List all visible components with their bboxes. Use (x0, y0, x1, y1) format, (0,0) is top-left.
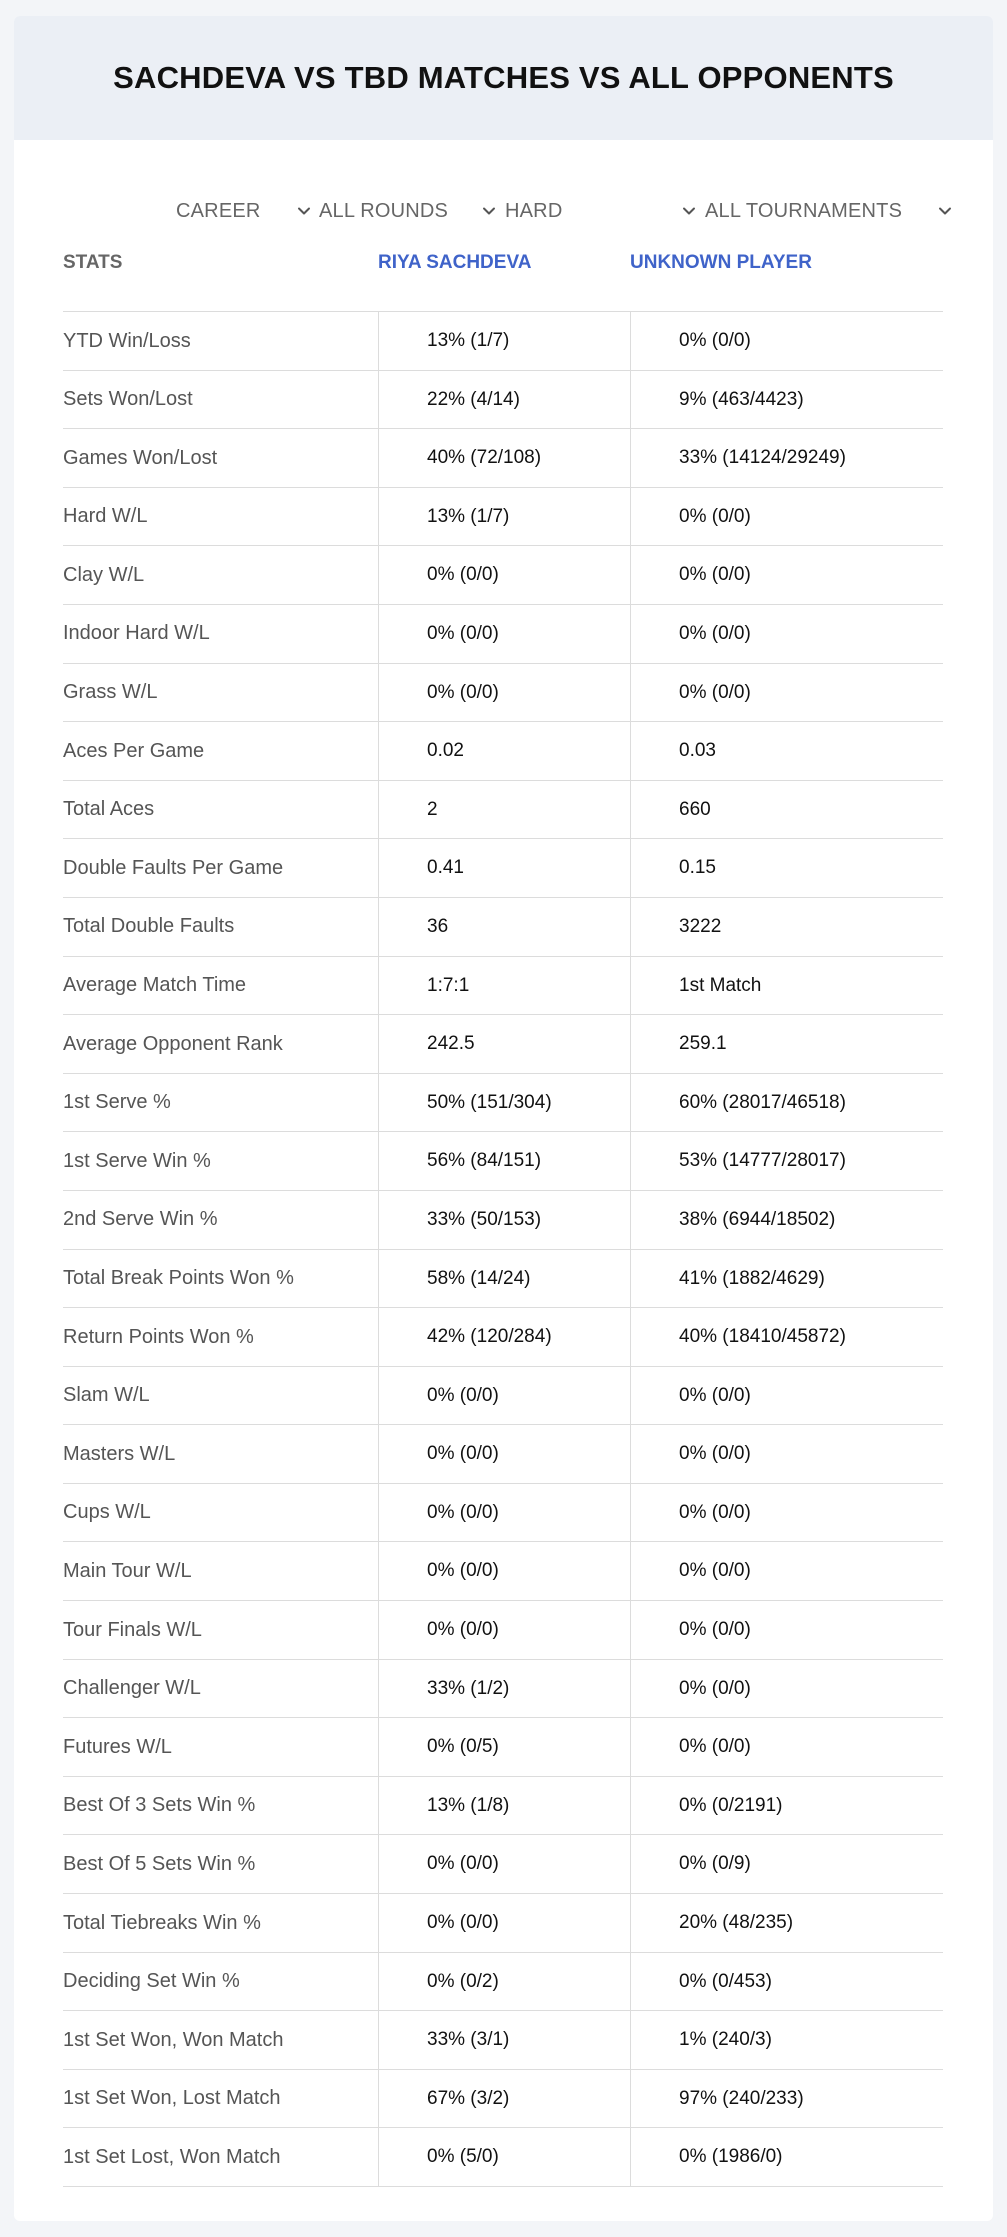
table-row (63, 312, 943, 371)
stat-label: YTD Win/Loss (63, 329, 191, 352)
stats-card (14, 16, 993, 2221)
player2-value: 0% (0/9) (630, 1835, 943, 1893)
player2-value: 0% (0/0) (630, 1425, 943, 1483)
player1-value: 56% (84/151) (378, 1132, 630, 1190)
player1-value: 0% (0/0) (378, 546, 630, 604)
stat-label: Grass W/L (63, 681, 158, 704)
player2-value: 0% (0/0) (630, 1601, 943, 1659)
player1-value: 33% (3/1) (378, 2011, 630, 2069)
player1-value: 0.02 (378, 722, 630, 780)
stat-label: 1st Serve Win % (63, 1149, 211, 1172)
table-row (63, 722, 943, 781)
player1-value: 50% (151/304) (378, 1074, 630, 1132)
stat-label: Clay W/L (63, 563, 145, 586)
stat-label: Best Of 3 Sets Win % (63, 1794, 256, 1817)
table-row (63, 1601, 943, 1660)
table-row (63, 1425, 943, 1484)
stat-label: 1st Set Won, Won Match (63, 2028, 284, 2051)
player1-value: 242.5 (378, 1015, 630, 1073)
player2-value: 0% (0/0) (630, 488, 943, 546)
player2-value: 0% (0/453) (630, 1953, 943, 2011)
table-row (63, 371, 943, 430)
table-row (63, 1777, 943, 1836)
table-row (63, 1835, 943, 1894)
table-row (63, 605, 943, 664)
stat-label: Total Tiebreaks Win % (63, 1911, 261, 1934)
player1-value: 67% (3/2) (378, 2070, 630, 2128)
chevron-down-icon (296, 203, 312, 219)
player2-value: 1st Match (630, 957, 943, 1015)
stat-label: Average Match Time (63, 974, 247, 997)
player2-value: 3222 (630, 898, 943, 956)
player1-value: 0% (0/0) (378, 1425, 630, 1483)
player2-value: 0% (0/2191) (630, 1777, 943, 1835)
stat-label: Sets Won/Lost (63, 388, 193, 411)
player1-value: 0% (0/0) (378, 1484, 630, 1542)
stat-label: Futures W/L (63, 1735, 172, 1758)
table-row (63, 1132, 943, 1191)
stat-label: Hard W/L (63, 505, 148, 528)
filter-period-label: CAREER (176, 199, 261, 222)
stat-label: Total Double Faults (63, 915, 235, 938)
player2-value: 0% (0/0) (630, 546, 943, 604)
player1-value: 2 (378, 781, 630, 839)
player2-value: 60% (28017/46518) (630, 1074, 943, 1132)
table-header (63, 252, 943, 312)
table-row (63, 839, 943, 898)
filter-surface-label: HARD (505, 199, 563, 222)
stat-label: Average Opponent Rank (63, 1032, 283, 1055)
table-row (63, 2070, 943, 2129)
player1-value: 0% (0/2) (378, 1953, 630, 2011)
player1-value: 0% (0/0) (378, 605, 630, 663)
player1-value: 36 (378, 898, 630, 956)
column-header-stats: STATS (63, 252, 123, 273)
table-row (63, 898, 943, 957)
stat-label: Challenger W/L (63, 1677, 201, 1700)
stat-label: Return Points Won % (63, 1325, 254, 1348)
table-row (63, 2011, 943, 2070)
table-row (63, 1484, 943, 1543)
player1-value: 13% (1/7) (378, 488, 630, 546)
stat-label: Main Tour W/L (63, 1559, 192, 1582)
stat-label: Best Of 5 Sets Win % (63, 1852, 256, 1875)
player1-value: 13% (1/7) (378, 312, 630, 370)
table-row (63, 957, 943, 1016)
player2-value: 0% (0/0) (630, 1660, 943, 1718)
player2-value: 0% (0/0) (630, 1542, 943, 1600)
table-row (63, 1308, 943, 1367)
player1-value: 0% (0/0) (378, 664, 630, 722)
player2-value: 1% (240/3) (630, 2011, 943, 2069)
player2-value: 0% (0/0) (630, 1367, 943, 1425)
table-row (63, 664, 943, 723)
player2-value: 660 (630, 781, 943, 839)
player2-value: 0.15 (630, 839, 943, 897)
filter-surface-select[interactable] (505, 186, 697, 236)
player1-value: 40% (72/108) (378, 429, 630, 487)
player2-value: 97% (240/233) (630, 2070, 943, 2128)
player2-value: 40% (18410/45872) (630, 1308, 943, 1366)
player2-value: 0% (0/0) (630, 664, 943, 722)
player2-value: 0.03 (630, 722, 943, 780)
player1-value: 0% (0/0) (378, 1367, 630, 1425)
chevron-down-icon (481, 203, 497, 219)
player2-value: 0% (0/0) (630, 1718, 943, 1776)
table-row (63, 1191, 943, 1250)
stat-label: Cups W/L (63, 1501, 151, 1524)
player2-value: 0% (1986/0) (630, 2128, 943, 2186)
player1-value: 0% (0/0) (378, 1835, 630, 1893)
stat-label: Slam W/L (63, 1384, 150, 1407)
chevron-down-icon (937, 203, 953, 219)
stat-label: Games Won/Lost (63, 446, 218, 469)
filter-round-select[interactable] (319, 186, 497, 236)
filter-period-select[interactable] (176, 186, 312, 236)
stat-label: Deciding Set Win % (63, 1970, 240, 1993)
stat-label: Double Faults Per Game (63, 856, 284, 879)
player2-value: 53% (14777/28017) (630, 1132, 943, 1190)
player1-value: 0% (0/0) (378, 1601, 630, 1659)
stat-label: Total Break Points Won % (63, 1267, 294, 1289)
filter-tournament-select[interactable] (705, 186, 953, 236)
table-row (63, 1718, 943, 1777)
player1-value: 0% (0/5) (378, 1718, 630, 1776)
stat-label: 1st Set Lost, Won Match (63, 2145, 281, 2168)
chevron-down-icon (681, 203, 697, 219)
stat-label: Aces Per Game (63, 739, 205, 762)
player1-value: 42% (120/284) (378, 1308, 630, 1366)
stats-table (63, 252, 943, 2187)
player1-value: 0.41 (378, 839, 630, 897)
table-row (63, 1015, 943, 1074)
table-row (63, 1074, 943, 1133)
page-title: SACHDEVA VS TBD MATCHES VS ALL OPPONENTS (113, 60, 894, 95)
player2-value: 9% (463/4423) (630, 371, 943, 429)
player2-value: 41% (1882/4629) (630, 1250, 943, 1308)
player1-value: 0% (0/0) (378, 1894, 630, 1952)
stat-label: Indoor Hard W/L (63, 622, 210, 645)
player1-value: 58% (14/24) (378, 1250, 630, 1308)
filter-round-label: ALL ROUNDS (319, 199, 449, 222)
player2-value: 259.1 (630, 1015, 943, 1073)
table-row (63, 1953, 943, 2012)
table-row (63, 1367, 943, 1426)
player2-value: 20% (48/235) (630, 1894, 943, 1952)
stat-label: Tour Finals W/L (63, 1618, 202, 1641)
player1-value: 33% (50/153) (378, 1191, 630, 1249)
card-header (14, 16, 993, 140)
table-row (63, 1250, 943, 1309)
player1-value: 0% (0/0) (378, 1542, 630, 1600)
stat-label: 1st Serve % (63, 1091, 171, 1114)
player1-value: 22% (4/14) (378, 371, 630, 429)
player1-value: 33% (1/2) (378, 1660, 630, 1718)
table-body (63, 312, 943, 2187)
player1-value: 0% (5/0) (378, 2128, 630, 2186)
player1-value: 1:7:1 (378, 957, 630, 1015)
stat-label: 1st Set Won, Lost Match (63, 2087, 281, 2110)
stat-label: Masters W/L (63, 1442, 176, 1465)
table-row (63, 2128, 943, 2187)
player2-value: 38% (6944/18502) (630, 1191, 943, 1249)
player2-value: 0% (0/0) (630, 312, 943, 370)
player1-value: 13% (1/8) (378, 1777, 630, 1835)
stat-label: 2nd Serve Win % (63, 1208, 218, 1231)
filter-bar (14, 186, 993, 236)
player2-value: 33% (14124/29249) (630, 429, 943, 487)
stat-label: Total Aces (63, 798, 155, 821)
table-row (63, 1542, 943, 1601)
table-row (63, 488, 943, 547)
table-row (63, 546, 943, 605)
table-row (63, 1894, 943, 1953)
column-header-player1[interactable]: RIYA SACHDEVA (378, 252, 532, 273)
table-row (63, 781, 943, 840)
table-row (63, 1660, 943, 1719)
player2-value: 0% (0/0) (630, 1484, 943, 1542)
filter-tournament-label: ALL TOURNAMENTS (705, 199, 903, 222)
player2-value: 0% (0/0) (630, 605, 943, 663)
table-row (63, 429, 943, 488)
column-header-player2[interactable]: UNKNOWN PLAYER (630, 252, 812, 273)
